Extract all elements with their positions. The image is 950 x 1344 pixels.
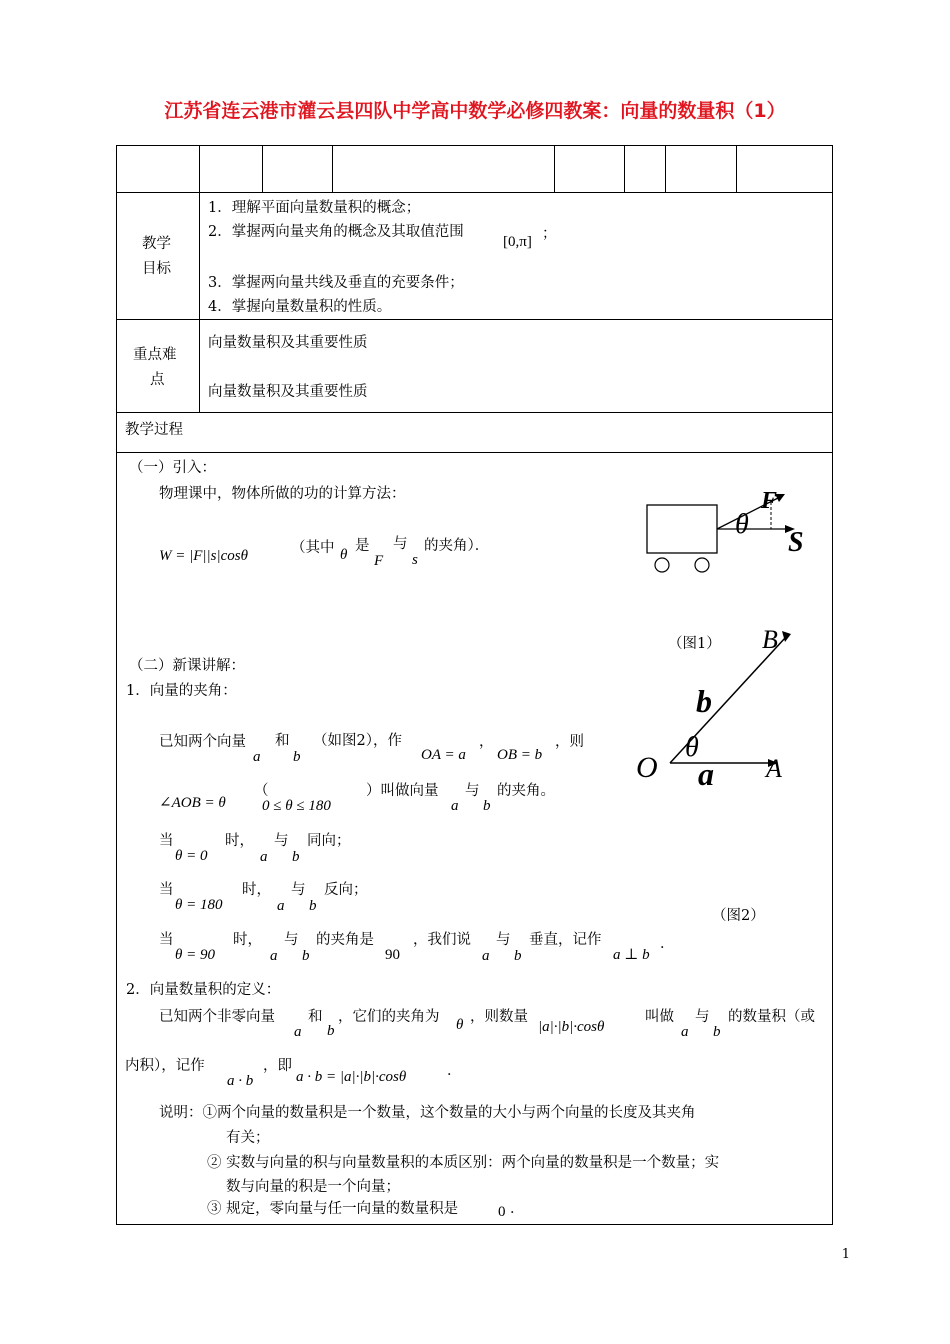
vec-b: b — [483, 798, 491, 814]
d1-text-c: ，它们的夹角为 — [338, 1009, 440, 1025]
c3-text-c: 与 — [284, 932, 299, 948]
lesson-sub-1: 1．向量的夹角： — [126, 683, 237, 699]
l1-text-d: ，则 — [555, 734, 584, 750]
vec-a: a — [451, 798, 459, 814]
vec-b: b — [713, 1024, 721, 1040]
intro-heading: （一）引入： — [129, 460, 216, 476]
note-1b: 有关； — [226, 1130, 270, 1146]
vector-ob: OB = b — [497, 747, 543, 763]
intro-note-s: s — [412, 552, 418, 568]
dot-product-expression: |a|·|b|·cosθ — [538, 1019, 605, 1035]
l1-text-b: 和 — [275, 733, 290, 749]
vec-a: a — [482, 948, 490, 964]
vec-b: b — [309, 898, 317, 914]
intro-note-4: 的夹角）． — [424, 538, 490, 554]
process-label: 教学过程 — [125, 422, 183, 438]
c1-text-c: 与 — [274, 833, 289, 849]
c3-text-a: 当 — [159, 932, 174, 948]
angle-range: 0 ≤ θ ≤ 180 — [262, 798, 331, 814]
c2-text-b: 时， — [242, 882, 271, 898]
l1-comma: ， — [479, 734, 494, 750]
ninety-degrees: 90 — [385, 947, 400, 963]
c1-text-a: 当 — [159, 833, 174, 849]
theta-symbol: θ — [456, 1017, 464, 1033]
vec-a: a — [260, 849, 268, 865]
figure-1-label-s: S — [788, 527, 804, 558]
c2-text-a: 当 — [159, 882, 174, 898]
c2-text-d: 反向； — [324, 882, 368, 898]
wheel-left — [655, 558, 669, 572]
intro-note-F: F — [374, 553, 384, 569]
vec-a: a — [681, 1024, 689, 1040]
key-points-label-2: 点 — [150, 372, 165, 388]
l2-text-c: 与 — [465, 783, 480, 799]
box-shape — [647, 505, 717, 553]
lesson-heading: （二）新课讲解： — [129, 658, 245, 674]
dot-product-definition: a · b = |a|·|b|·cosθ — [296, 1069, 407, 1085]
theta-90: θ = 90 — [175, 947, 215, 963]
figure-2-label-O: O — [636, 751, 658, 784]
intro-note-3: 与 — [393, 536, 408, 552]
figure-2-diagram — [630, 620, 805, 790]
objective-item-2: 2．掌握两向量夹角的概念及其取值范围 — [208, 224, 464, 240]
figure-2-label-B: B — [762, 625, 778, 654]
c3-text-b: 时， — [233, 932, 262, 948]
figure-2-label-a: a — [698, 756, 714, 790]
vec-b: b — [327, 1023, 335, 1039]
c1-text-d: 同向； — [307, 833, 351, 849]
objective-range-end: ； — [542, 226, 557, 242]
l1-text-c: （如图2），作 — [313, 733, 402, 749]
work-formula: W = |F||s|cosθ — [159, 548, 248, 564]
d2-text-b: ，即 — [263, 1058, 292, 1074]
d1-text-f: 与 — [695, 1009, 710, 1025]
vec-b: b — [514, 948, 522, 964]
note-2b: 数与向量的积是一个向量； — [226, 1179, 400, 1195]
d1-text-d: ，则数量 — [470, 1009, 528, 1025]
angle-aob: ∠AOB = θ — [159, 795, 226, 811]
figure-1-label-F: F — [761, 488, 778, 514]
d2-end: ． — [447, 1063, 462, 1079]
l2-text-d: 的夹角。 — [497, 783, 555, 799]
objective-item-3: 3．掌握两向量共线及垂直的充要条件； — [208, 275, 464, 291]
c2-text-c: 与 — [291, 882, 306, 898]
document-title: 江苏省连云港市灌云县四队中学高中数学必修四教案：向量的数量积（1） — [164, 100, 786, 122]
l2-text-b: ）叫做向量 — [366, 783, 439, 799]
objective-range: [0,π] — [503, 234, 532, 250]
c3-text-g: 垂直，记作 — [529, 932, 602, 948]
objectives-label-1: 教学 — [142, 236, 171, 252]
theta-zero: θ = 0 — [175, 848, 208, 864]
figure-2-label-theta: θ — [685, 732, 699, 763]
c3-text-e: ，我们说 — [413, 932, 471, 948]
objective-item-4: 4．掌握向量数量积的性质。 — [208, 299, 392, 315]
wheel-right — [695, 558, 709, 572]
d1-text-e: 叫做 — [645, 1009, 674, 1025]
perpendicular-notation: a ⊥ b — [613, 947, 650, 963]
figure-1-label-theta: θ — [735, 509, 749, 540]
c3-text-d: 的夹角是 — [316, 932, 374, 948]
vec-b: b — [292, 849, 300, 865]
figure-1-diagram — [635, 485, 815, 580]
c1-text-b: 时， — [225, 833, 254, 849]
d1-text-b: 和 — [308, 1009, 323, 1025]
note-3-zero: 0 — [498, 1204, 506, 1220]
intro-note-theta: θ — [340, 547, 348, 563]
vec-a: a — [294, 1024, 302, 1040]
d1-text-g: 的数量积（或 — [728, 1009, 815, 1025]
figure-1-caption: （图1） — [668, 636, 721, 652]
figure-2-label-b: b — [696, 683, 712, 719]
vec-a: a — [253, 749, 261, 765]
page-number: 1 — [841, 1247, 850, 1262]
dot-product-notation: a · b — [227, 1073, 254, 1089]
key-point: 向量数量积及其重要性质 — [208, 335, 368, 351]
objective-item-1: 1．理解平面向量数量积的概念； — [208, 200, 421, 216]
theta-180: θ = 180 — [175, 897, 223, 913]
intro-note-2: 是 — [355, 538, 370, 554]
intro-text: 物理课中，物体所做的功的计算方法： — [159, 486, 406, 502]
lesson-sub-2: 2．向量数量积的定义： — [126, 982, 281, 998]
note-3-end: ． — [510, 1201, 525, 1217]
l2-range-open: （ — [254, 783, 269, 799]
objectives-label-2: 目标 — [142, 261, 171, 277]
d1-text-a: 已知两个非零向量 — [159, 1009, 275, 1025]
key-points-label-1: 重点难 — [133, 347, 177, 363]
note-1: 说明：①两个向量的数量积是一个数量，这个数量的大小与两个向量的长度及其夹角 — [159, 1105, 696, 1121]
figure-2-caption: （图2） — [712, 908, 765, 924]
vector-oa: OA = a — [421, 747, 466, 763]
note-3: ③ 规定，零向量与任一向量的数量积是 — [207, 1201, 459, 1217]
difficulty-point: 向量数量积及其重要性质 — [208, 384, 368, 400]
vec-a: a — [277, 898, 285, 914]
note-2: ② 实数与向量的积与向量数量积的本质区别：两个向量的数量积是一个数量；实 — [207, 1155, 720, 1171]
c3-text-f: 与 — [496, 932, 511, 948]
vec-a: a — [270, 948, 278, 964]
figure-2-label-A: A — [766, 754, 782, 783]
d2-text-a: 内积），记作 — [125, 1058, 205, 1074]
l1-text-a: 已知两个向量 — [159, 734, 246, 750]
vec-b: b — [293, 749, 301, 765]
c3-end: ． — [660, 936, 675, 952]
intro-note-1: （其中 — [291, 540, 335, 556]
vec-b: b — [302, 948, 310, 964]
